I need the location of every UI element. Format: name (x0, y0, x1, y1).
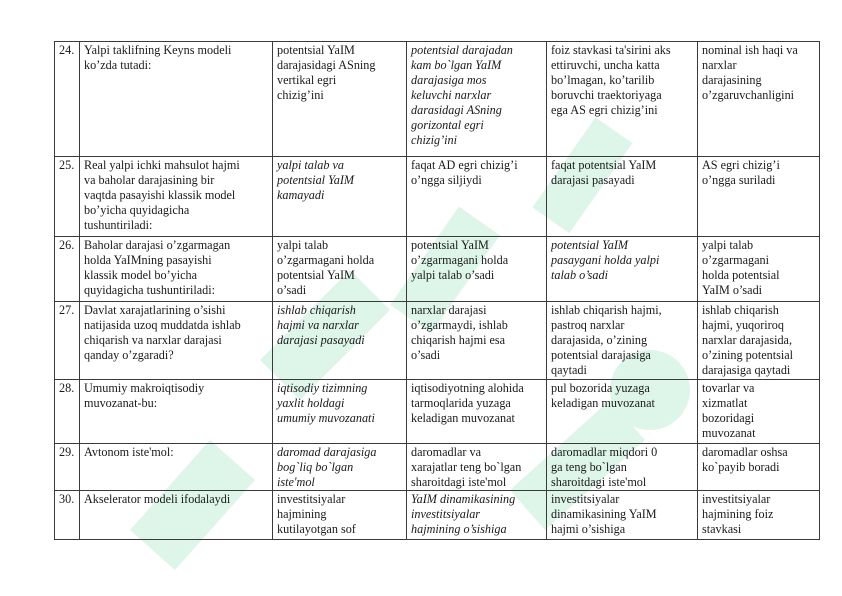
question-number: 28. (55, 380, 80, 444)
question-number: 29. (55, 444, 80, 491)
question-row (55, 157, 820, 237)
answer-option-3: daromadlar miqdori 0 ga teng bo`lgan sharoitdagi iste'mol (547, 444, 698, 491)
questions-table (54, 41, 820, 540)
question-row (55, 380, 820, 444)
answer-option-2: potentsial YaIM o’zgarmagani holda yalpi talab o’sadi (407, 237, 547, 302)
answer-option-4: nominal ish haqi va narxlar darajasining o’zgaruvchanligini (698, 42, 820, 157)
question-number: 30. (55, 491, 80, 540)
answer-option-1: iqtisodiy tizimning yaxlit holdagi umumiy muvozanati (273, 380, 407, 444)
question-text: Real yalpi ichki mahsulot hajmi va baholar darajasining bir vaqtda pasayishi klassik model bo’yicha quyidagicha tushuntiriladi: (80, 157, 273, 237)
question-row (55, 42, 820, 157)
answer-option-3: potentsial YaIM pasaygani holda yalpi talab o’sadi (547, 237, 698, 302)
question-number: 25. (55, 157, 80, 237)
answer-option-3: faqat potentsial YaIM darajasi pasayadi (547, 157, 698, 237)
question-number: 26. (55, 237, 80, 302)
answer-option-2: narxlar darajasi o’zgarmaydi, ishlab chiqarish hajmi esa o’sadi (407, 302, 547, 380)
answer-option-4: ishlab chiqarish hajmi, yuqoriroq narxlar darajasida, o’zining potentsial darajasiga qaytadi (698, 302, 820, 380)
answer-option-1: investitsiyalar hajmining kutilayotgan sof (273, 491, 407, 540)
answer-option-2: potentsial darajadan kam bo`lgan YaIM darajasiga mos keluvchi narxlar darasidagi ASning gorizontal egri chizig’ini (407, 42, 547, 157)
question-text: Avtonom iste'mol: (80, 444, 273, 491)
answer-option-4: yalpi talab o’zgarmagani holda potentsial YaIM o’sadi (698, 237, 820, 302)
answer-option-4: AS egri chizig’i o’ngga suriladi (698, 157, 820, 237)
question-row (55, 491, 820, 540)
question-row (55, 302, 820, 380)
answer-option-2: daromadlar va xarajatlar teng bo`lgan sharoitdagi iste'mol (407, 444, 547, 491)
answer-option-3: pul bozorida yuzaga keladigan muvozanat (547, 380, 698, 444)
answer-option-3: ishlab chiqarish hajmi, pastroq narxlar darajasida, o’zining potentsial darajasiga qaytadi (547, 302, 698, 380)
answer-option-4: tovarlar va xizmatlat bozoridagi muvozanat (698, 380, 820, 444)
question-number: 24. (55, 42, 80, 157)
question-text: Baholar darajasi o’zgarmagan holda YaIMning pasayishi klassik model bo’yicha quyidagicha tushuntiriladi: (80, 237, 273, 302)
answer-option-2: YaIM dinamikasining investitsiyalar hajmining o’sishiga (407, 491, 547, 540)
answer-option-2: iqtisodiyotning alohida tarmoqlarida yuzaga keladigan muvozanat (407, 380, 547, 444)
answer-option-4: daromadlar oshsa ko`payib boradi (698, 444, 820, 491)
question-number: 27. (55, 302, 80, 380)
answer-option-3: foiz stavkasi ta'sirini aks ettiruvchi, uncha katta bo’lmagan, ko’tarilib boruvchi traektoriyaga ega AS egri chizig’ini (547, 42, 698, 157)
question-row (55, 237, 820, 302)
question-text: Yalpi taklifning Keyns modeli ko’zda tutadi: (80, 42, 273, 157)
answer-option-1: ishlab chiqarish hajmi va narxlar darajasi pasayadi (273, 302, 407, 380)
question-text: Davlat xarajatlarining o’sishi natijasida uzoq muddatda ishlab chiqarish va narxlar darajasi qanday o’zgaradi? (80, 302, 273, 380)
answer-option-4: investitsiyalar hajmining foiz stavkasi (698, 491, 820, 540)
question-row (55, 444, 820, 491)
answer-option-1: daromad darajasiga bog`liq bo`lgan iste'mol (273, 444, 407, 491)
answer-option-1: yalpi talab va potentsial YaIM kamayadi (273, 157, 407, 237)
answer-option-2: faqat AD egri chizig’i o’ngga siljiydi (407, 157, 547, 237)
answer-option-1: yalpi talab o’zgarmagani holda potentsial YaIM o’sadi (273, 237, 407, 302)
question-text: Umumiy makroiqtisodiy muvozanat-bu: (80, 380, 273, 444)
question-text: Akselerator modeli ifodalaydi (80, 491, 273, 540)
answer-option-3: investitsiyalar dinamikasining YaIM hajmi o’sishiga (547, 491, 698, 540)
answer-option-1: potentsial YaIM darajasidagi ASning vertikal egri chizig’ini (273, 42, 407, 157)
